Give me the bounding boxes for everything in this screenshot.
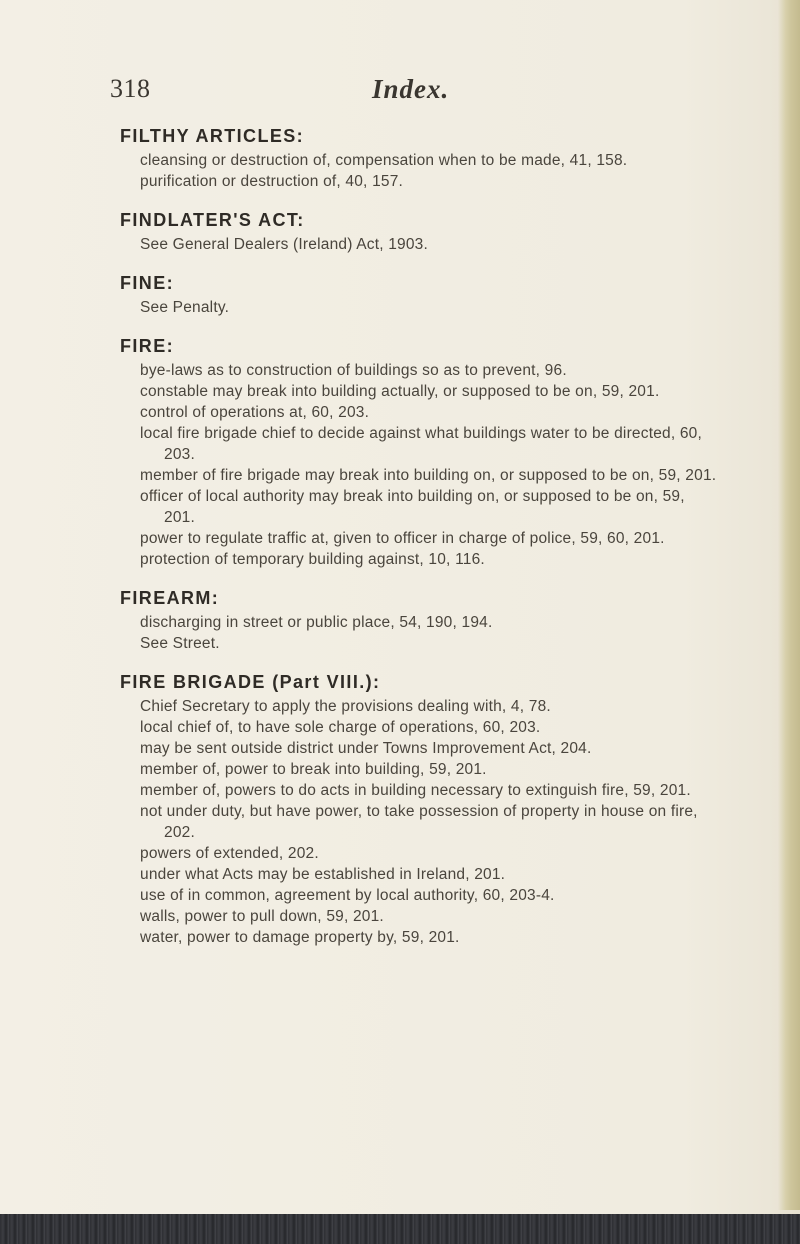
page-edge-shadow <box>778 0 800 1210</box>
sub-entry: member of fire brigade may break into building on, or supposed to be on, 59, 201. <box>140 467 717 484</box>
sub-entry: See Penalty. <box>140 299 230 316</box>
sub-entry: powers of extended, 202. <box>140 845 319 862</box>
index-content <box>120 124 720 964</box>
sub-entry: local chief of, to have sole charge of operations, 60, 203. <box>140 719 541 736</box>
index-entry-fire-brigade <box>120 670 720 948</box>
sub-entry: discharging in street or public place, 54, 190, 194. <box>140 614 493 631</box>
index-entry-findlaters-act <box>120 208 720 255</box>
sub-entry: walls, power to pull down, 59, 201. <box>140 908 384 925</box>
index-entry-firearm <box>120 586 720 654</box>
entry-heading: FIRE: <box>120 336 174 356</box>
sub-entry: under what Acts may be established in Ireland, 201. <box>140 866 506 883</box>
index-entry-fire <box>120 334 720 570</box>
entry-heading: FIRE BRIGADE (Part VIII.): <box>120 672 381 692</box>
sub-entry: cleansing or destruction of, compensation when to be made, 41, 158. <box>140 152 628 169</box>
entry-heading: FILTHY ARTICLES: <box>120 126 305 146</box>
sub-entry: power to regulate traffic at, given to officer in charge of police, 59, 60, 201. <box>140 530 665 547</box>
sub-entry: purification or destruction of, 40, 157. <box>140 173 404 190</box>
running-head: Index. <box>372 74 450 104</box>
sub-entry: not under duty, but have power, to take possession of property in house on fire, 202. <box>140 803 698 841</box>
entry-heading: FIREARM: <box>120 588 220 608</box>
sub-entry: bye-laws as to construction of buildings so as to prevent, 96. <box>140 362 567 379</box>
sub-entry: See Street. <box>140 635 220 652</box>
sub-entry: protection of temporary building against, 10, 116. <box>140 551 485 568</box>
sub-entry: water, power to damage property by, 59, 201. <box>140 929 460 946</box>
page-header <box>110 74 670 114</box>
index-entry-filthy-articles <box>120 124 720 192</box>
index-entry-fine <box>120 271 720 318</box>
sub-entry: use of in common, agreement by local authority, 60, 203-4. <box>140 887 555 904</box>
scan-bottom-edge <box>0 1214 800 1244</box>
sub-entry: may be sent outside district under Towns Improvement Act, 204. <box>140 740 592 757</box>
sub-entry: control of operations at, 60, 203. <box>140 404 370 421</box>
entry-heading: FINDLATER'S ACT: <box>120 210 305 230</box>
sub-entry: member of, powers to do acts in building necessary to extinguish fire, 59, 201. <box>140 782 691 799</box>
entry-heading: FINE: <box>120 273 174 293</box>
sub-entry: local fire brigade chief to decide against what buildings water to be directed, 60, 203. <box>140 425 703 463</box>
page-number: 318 <box>110 74 151 103</box>
sub-entry: Chief Secretary to apply the provisions dealing with, 4, 78. <box>140 698 551 715</box>
sub-entry: See General Dealers (Ireland) Act, 1903. <box>140 236 429 253</box>
sub-entry: member of, power to break into building, 59, 201. <box>140 761 487 778</box>
sub-entry: officer of local authority may break into building on, or supposed to be on, 59, 201. <box>140 488 685 526</box>
sub-entry: constable may break into building actually, or supposed to be on, 59, 201. <box>140 383 660 400</box>
